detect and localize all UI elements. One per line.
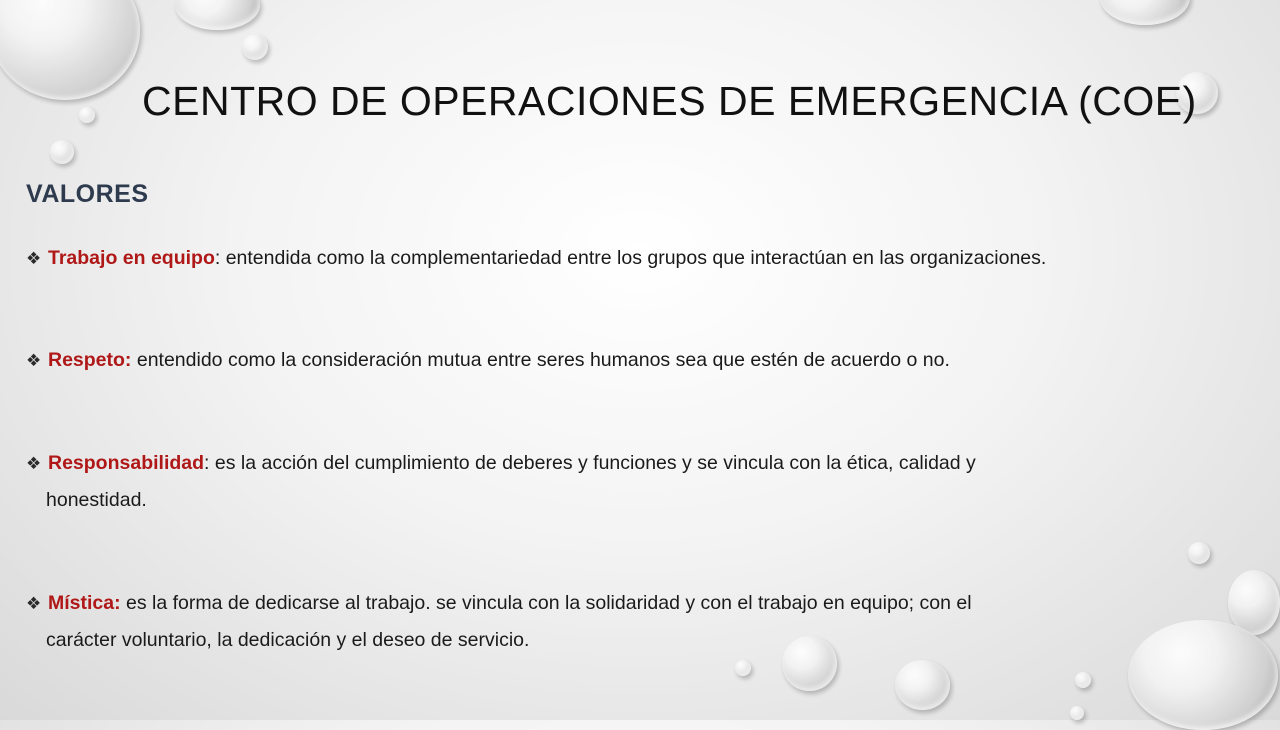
term-separator: : [214,247,226,269]
water-drop-decoration [175,0,260,30]
value-term: Respeto: [48,349,132,371]
slide-title: CENTRO DE OPERACIONES DE EMERGENCIA (COE) [142,78,1197,124]
value-definition-continuation: honestidad. [46,489,147,511]
value-definition: es la forma de dedicarse al trabajo. se vincula con la solidaridad y con el trabajo en equipo; con el [126,592,972,614]
value-definition-continuation: carácter voluntario, la dedicación y el deseo de servicio. [46,629,530,651]
water-drop-decoration [1188,542,1210,564]
value-term: Trabajo en equipo [48,247,215,269]
list-item [26,342,1276,379]
value-term: Mística: [48,592,121,614]
value-definition: entendido como la consideración mutua entre seres humanos sea que estén de acuerdo o no. [136,349,950,371]
value-term: Responsabilidad [48,452,205,474]
water-drop-decoration [735,660,751,676]
diamond-flower-bullet-icon: ❖ [26,249,42,268]
diamond-flower-bullet-icon: ❖ [26,351,42,370]
diamond-flower-bullet-icon: ❖ [26,594,42,613]
value-definition: entendida como la complementariedad entre los grupos que interactúan en las organizaciones. [225,247,1047,269]
water-drop-decoration [895,660,950,710]
water-drop-decoration [242,34,268,60]
water-drop-decoration [79,107,95,123]
water-drop-decoration [1070,706,1084,720]
list-item [26,445,1276,519]
list-item [26,240,1276,277]
section-heading: VALORES [26,180,149,208]
water-drop-decoration [0,0,140,100]
diamond-flower-bullet-icon: ❖ [26,454,42,473]
water-drop-decoration [50,140,74,164]
water-drop-decoration [1075,672,1091,688]
value-definition: es la acción del cumplimiento de deberes y funciones y se vincula con la ética, calidad y [214,452,976,474]
water-drop-decoration [1100,0,1190,25]
list-item [26,585,1276,659]
term-separator: : [204,452,215,474]
